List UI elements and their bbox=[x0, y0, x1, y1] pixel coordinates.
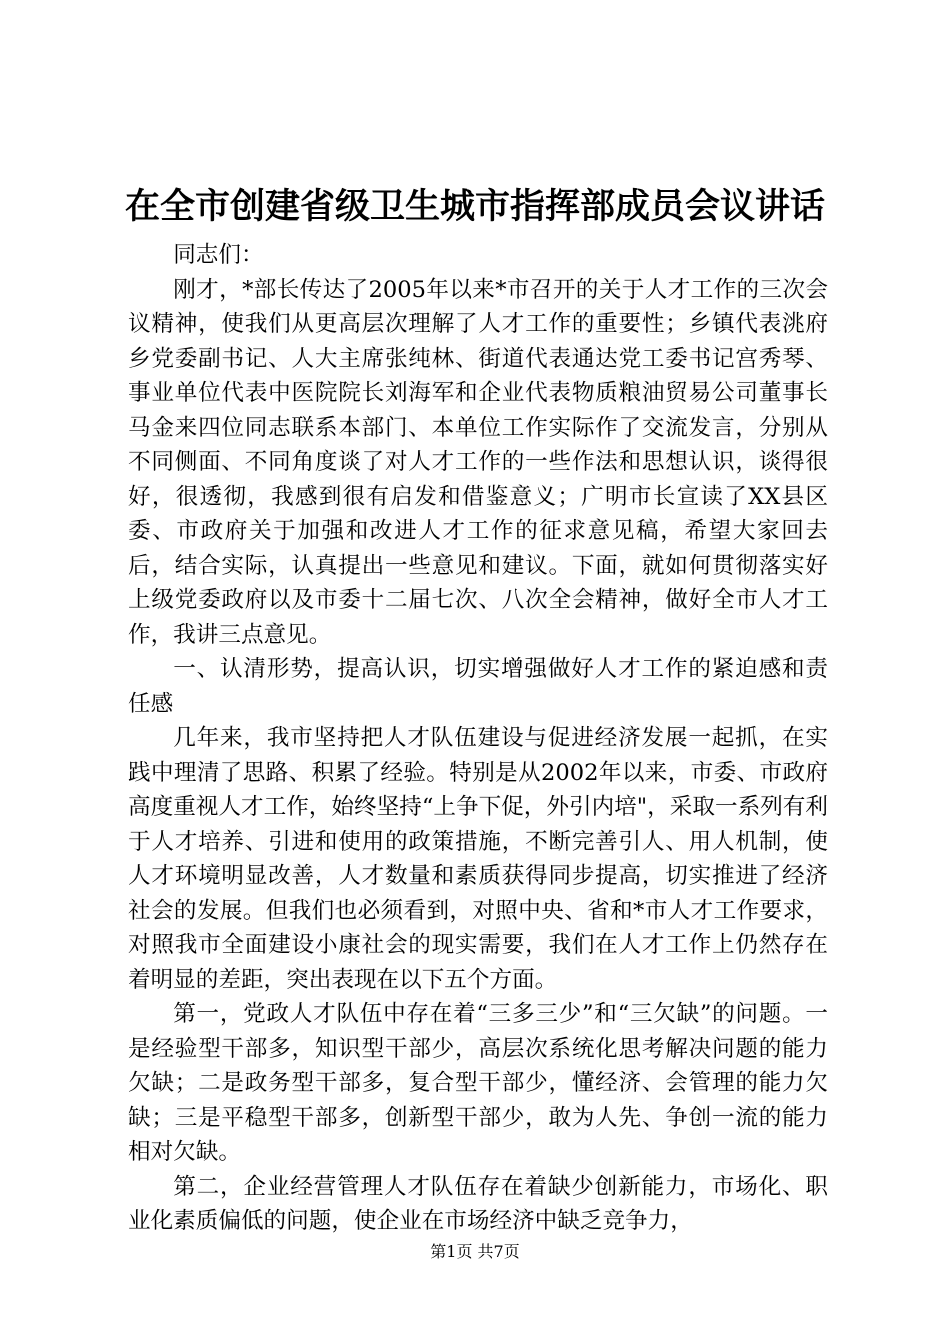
section-heading: 一、认清形势，提高认识，切实增强做好人才工作的紧迫感和责任感 bbox=[128, 656, 828, 717]
body-paragraph: 几年来，我市坚持把人才队伍建设与促进经济发展一起抓，在实践中理清了思路、积累了经验。特别是从2002年以来，市委、市政府高度重视人才工作，始终坚持“上争下促，外引内培"，采取一系列有利于人才培养、引进和使用的政策措施，不断完善引人、用人机制，使人才环境明显改善，人才数量和素质获得同步提高，切实推进了经济社会的发展。但我们也必须看到，对照中央、省和*市人才工作要求，对照我市全面建设小康社会的现实需要，我们在人才工作上仍然存在着明显的差距，突出表现在以下五个方面。 bbox=[128, 725, 828, 993]
document-body bbox=[128, 238, 828, 1239]
body-paragraph: 刚才，*部长传达了2005年以来*市召开的关于人才工作的三次会议精神，使我们从更高层次理解了人才工作的重要性；乡镇代表洮府乡党委副书记、人大主席张纯林、街道代表通达党工委书记宫秀琴、事业单位代表中医院院长刘海军和企业代表物质粮油贸易公司董事长马金来四位同志联系本部门、本单位工作实际作了交流发言，分别从不同侧面、不同角度谈了对人才工作的一些作法和思想认识，谈得很好，很透彻，我感到很有启发和借鉴意义；广明市长宣读了XX县区委、市政府关于加强和改进人才工作的征求意见稿，希望大家回去后，结合实际，认真提出一些意见和建议。下面，就如何贯彻落实好上级党委政府以及市委十二届七次、八次全会精神，做好全市人才工作，我讲三点意见。 bbox=[128, 276, 828, 648]
page-number-footer: 第1页 共7页 bbox=[430, 1242, 520, 1261]
body-paragraph: 第二，企业经营管理人才队伍存在着缺少创新能力，市场化、职业化素质偏低的问题，使企业在市场经济中缺乏竞争力， bbox=[128, 1173, 828, 1234]
document-title: 在全市创建省级卫生城市指挥部成员会议讲话 bbox=[124, 187, 825, 227]
body-paragraph: 第一，党政人才队伍中存在着“三多三少”和“三欠缺”的问题。一是经验型干部多，知识型干部少，高层次系统化思考解决问题的能力欠缺；二是政务型干部多，复合型干部少，懂经济、会管理的能力欠缺；三是平稳型干部多，创新型干部少，敢为人先、争创一流的能力相对欠缺。 bbox=[128, 1001, 828, 1165]
salutation-paragraph: 同志们： bbox=[173, 242, 264, 268]
